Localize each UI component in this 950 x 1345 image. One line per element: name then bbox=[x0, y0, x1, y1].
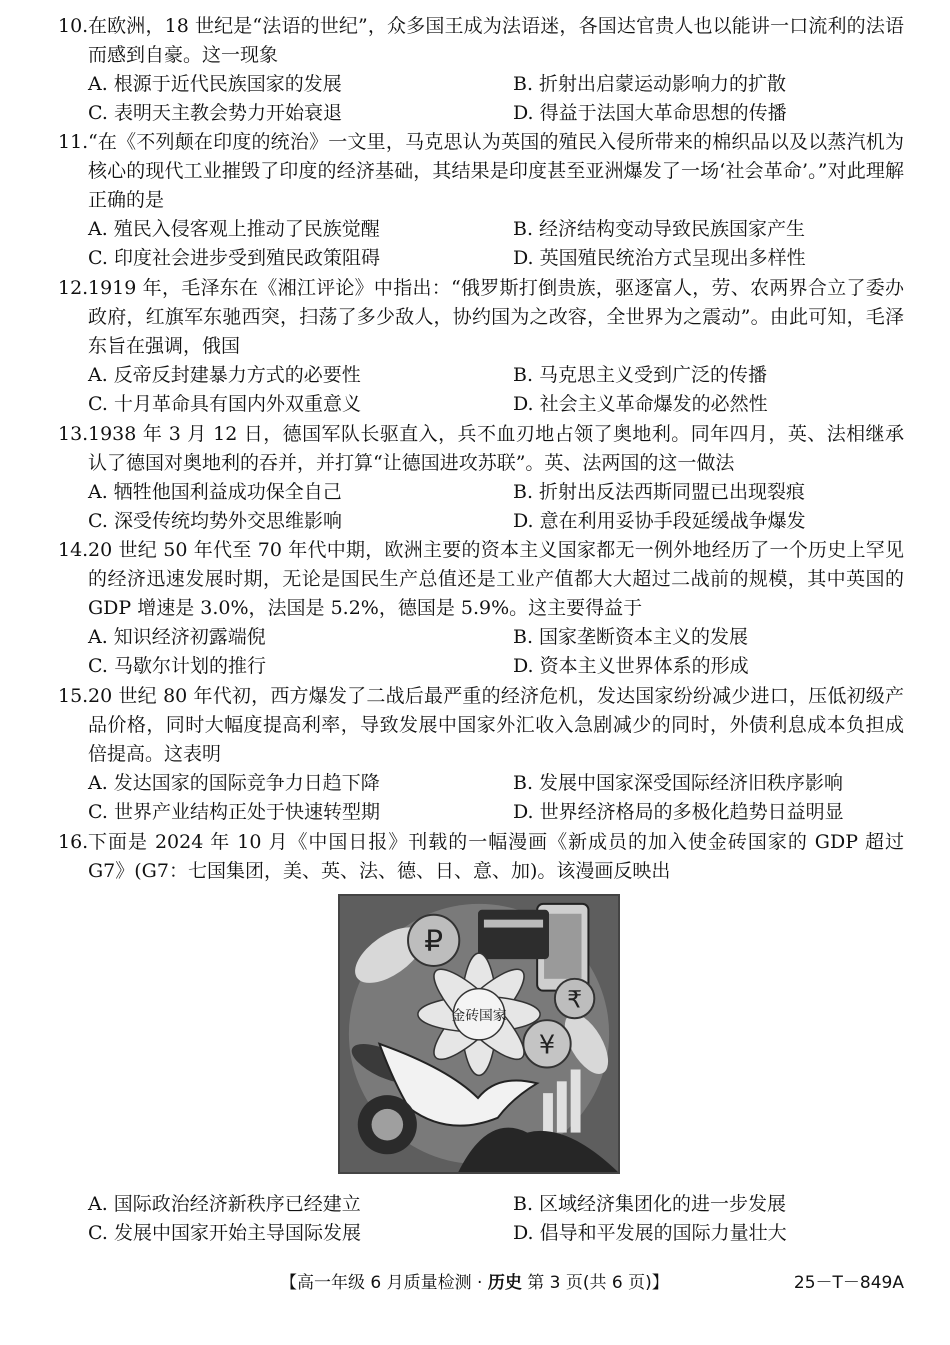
option-c[interactable]: C. 十月革命具有国内外双重意义 bbox=[88, 393, 361, 415]
options bbox=[58, 215, 904, 273]
options bbox=[58, 361, 904, 419]
question-stem: 1938 年 3 月 12 日，德国军队长驱直入，兵不血刃地占领了奥地利。同年四月，英、法相继承认了德国对奥地利的吞并，并打算“让德国进攻苏联”。英、法两国的这一做法 bbox=[88, 423, 904, 474]
question-number: 13. bbox=[58, 423, 89, 445]
options bbox=[58, 70, 904, 128]
question-stem: 20 世纪 80 年代初，西方爆发了二战后最严重的经济危机，发达国家纷纷减少进口，压低初级产品价格，同时大幅度提高利率，导致发展中国家外汇收入急剧减少的同时，外债利息成本负担成倍提高。这表明 bbox=[88, 685, 904, 765]
option-c[interactable]: C. 印度社会进步受到殖民政策阻碍 bbox=[88, 247, 380, 269]
question-14 bbox=[58, 536, 904, 681]
option-d[interactable]: D. 意在利用妥协手段延缓战争爆发 bbox=[513, 510, 806, 532]
question-stem: 在欧洲，18 世纪是“法语的世纪”，众多国王成为法语迷，各国达官贵人也以能讲一口流利的法语而感到自豪。这一现象 bbox=[88, 15, 904, 66]
option-a[interactable]: A. 根源于近代民族国家的发展 bbox=[88, 73, 342, 95]
question-number: 11. bbox=[58, 131, 89, 153]
option-a[interactable]: A. 反帝反封建暴力方式的必要性 bbox=[88, 364, 361, 386]
option-c[interactable]: C. 马歇尔计划的推行 bbox=[88, 655, 266, 677]
brics-label: 金砖国家 bbox=[451, 1008, 507, 1025]
option-d[interactable]: D. 得益于法国大革命思想的传播 bbox=[513, 102, 787, 124]
option-b[interactable]: B. 经济结构变动导致民族国家产生 bbox=[513, 218, 806, 240]
question-10 bbox=[58, 12, 904, 128]
rupee-symbol: ₹ bbox=[567, 985, 583, 1014]
question-16-options bbox=[58, 1190, 904, 1248]
question-12 bbox=[58, 274, 904, 419]
options bbox=[58, 1190, 904, 1248]
question-15 bbox=[58, 682, 904, 827]
option-b[interactable]: B. 折射出反法西斯同盟已出现裂痕 bbox=[513, 481, 806, 503]
option-d[interactable]: D. 资本主义世界体系的形成 bbox=[513, 655, 749, 677]
options bbox=[58, 623, 904, 681]
option-a[interactable]: A. 知识经济初露端倪 bbox=[88, 626, 266, 648]
footer-page: 第 3 页(共 6 页) bbox=[521, 1273, 652, 1293]
option-b[interactable]: B. 发展中国家深受国际经济旧秩序影响 bbox=[513, 772, 844, 794]
question-number: 10. bbox=[58, 15, 89, 37]
option-a[interactable]: A. 牺牲他国利益成功保全自己 bbox=[88, 481, 342, 503]
question-number: 16. bbox=[58, 831, 89, 853]
option-c[interactable]: C. 深受传统均势外交思维影响 bbox=[88, 510, 342, 532]
option-b[interactable]: B. 区域经济集团化的进一步发展 bbox=[513, 1193, 787, 1215]
yen-symbol: ¥ bbox=[538, 1030, 556, 1061]
question-stem: “在《不列颠在印度的统治》一文里，马克思认为英国的殖民入侵所带来的棉织品以及以蒸汽机为核心的现代工业摧毁了印度的经济基础，其结果是印度甚至亚洲爆发了一场‘社会革命’。”对此理解正确的是 bbox=[88, 131, 904, 211]
option-c[interactable]: C. 世界产业结构正处于快速转型期 bbox=[88, 801, 380, 823]
option-d[interactable]: D. 社会主义革命爆发的必然性 bbox=[513, 393, 768, 415]
option-d[interactable]: D. 世界经济格局的多极化趋势日益明显 bbox=[513, 801, 844, 823]
option-c[interactable]: C. 发展中国家开始主导国际发展 bbox=[88, 1222, 361, 1244]
option-c[interactable]: C. 表明天主教会势力开始衰退 bbox=[88, 102, 342, 124]
footer-subject: 历史 bbox=[487, 1273, 522, 1293]
option-a[interactable]: A. 殖民入侵客观上推动了民族觉醒 bbox=[88, 218, 380, 240]
option-b[interactable]: B. 马克思主义受到广泛的传播 bbox=[513, 364, 768, 386]
options bbox=[58, 769, 904, 827]
question-13 bbox=[58, 420, 904, 536]
question-number: 12. bbox=[58, 277, 89, 299]
question-11 bbox=[58, 128, 904, 273]
brics-cartoon-image bbox=[338, 894, 620, 1174]
footer-exam-code: 25－T－849A bbox=[793, 1273, 904, 1293]
options bbox=[58, 478, 904, 536]
question-number: 14. bbox=[58, 539, 89, 561]
option-b[interactable]: B. 折射出启蒙运动影响力的扩散 bbox=[513, 73, 787, 95]
footer-exam-info: 【高一年级 6 月质量检测 · 历史 第 3 页(共 6 页)】 bbox=[280, 1273, 669, 1293]
question-stem: 1919 年，毛泽东在《湘江评论》中指出：“俄罗斯打倒贵族，驱逐富人，劳、农两界合立了委办政府，红旗军东驰西突，扫荡了多少敌人，协约国为之改容，全世界为之震动”。由此可知，毛泽东旨在强调，俄国 bbox=[88, 277, 904, 357]
question-number: 15. bbox=[58, 685, 89, 707]
question-stem: 20 世纪 50 年代至 70 年代中期，欧洲主要的资本主义国家都无一例外地经历了一个历史上罕见的经济迅速发展时期，无论是国民生产总值还是工业产值都大大超过二战前的规模，其中英国的 GDP 增速是 3.0%，法国是 5.2%，德国是 5.9%。这主要得益于 bbox=[88, 539, 904, 619]
option-d[interactable]: D. 倡导和平发展的国际力量壮大 bbox=[513, 1222, 787, 1244]
option-d[interactable]: D. 英国殖民统治方式呈现出多样性 bbox=[513, 247, 806, 269]
question-16 bbox=[58, 828, 904, 886]
option-a[interactable]: A. 发达国家的国际竞争力日趋下降 bbox=[88, 772, 380, 794]
ruble-symbol: ₽ bbox=[424, 924, 444, 959]
option-b[interactable]: B. 国家垄断资本主义的发展 bbox=[513, 626, 749, 648]
option-a[interactable]: A. 国际政治经济新秩序已经建立 bbox=[88, 1193, 361, 1215]
question-stem: 下面是 2024 年 10 月《中国日报》刊载的一幅漫画《新成员的加入使金砖国家的 GDP 超过 G7》(G7：七国集团，美、英、法、德、日、意、加)。该漫画反映出 bbox=[88, 831, 904, 882]
